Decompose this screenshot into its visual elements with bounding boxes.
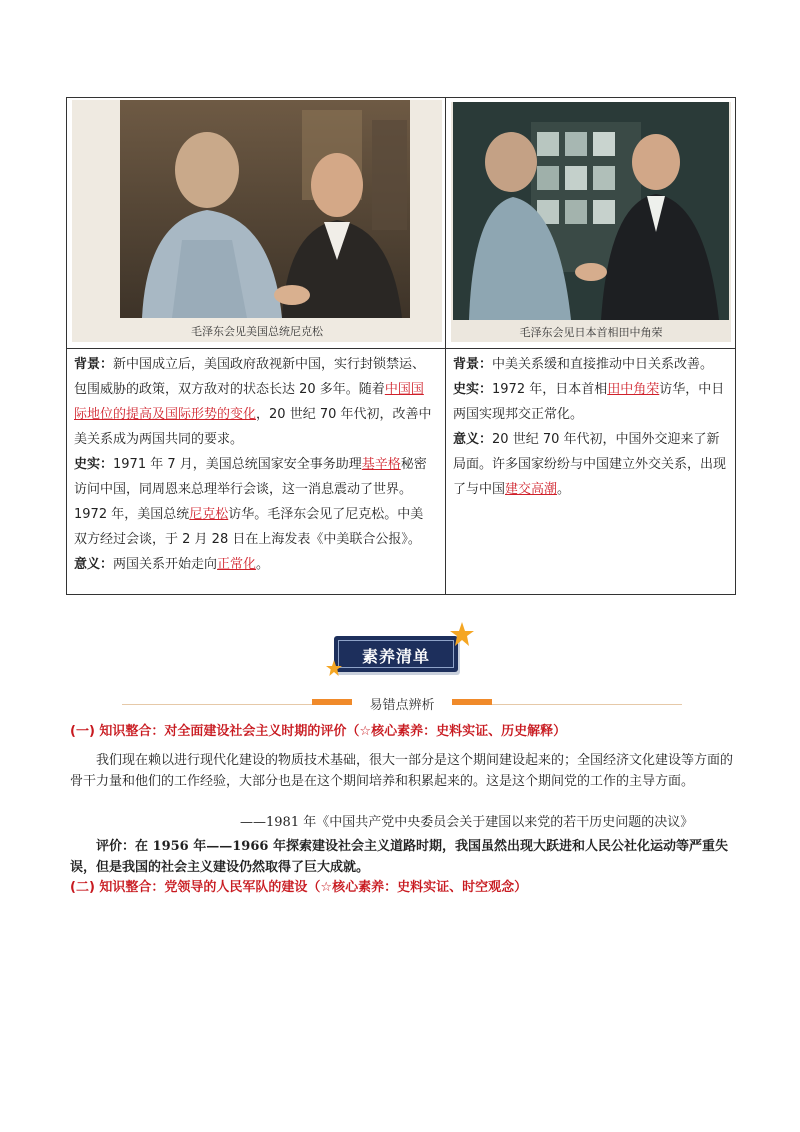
significance-label: 意义： <box>74 557 114 572</box>
background-text-1: 新中国成立后，美国政府敌视新中国，实行封锁禁运、包围威胁的政策，双方敌对的状态长达 20 多年。随着 <box>74 357 426 397</box>
significance-text-2: 。 <box>557 482 571 497</box>
fact-highlight-nixon: 尼克松 <box>189 507 229 522</box>
fact-label: 史实： <box>74 457 114 472</box>
fact-text-2: 访华，中日两国实现邦交正常化。 <box>453 382 725 422</box>
background-highlight: 中国国际地位的提高及国际形势的变化 <box>74 382 424 422</box>
fact-text-1: 1971 年 7 月，美国总统国家安全事务助理 <box>113 457 362 472</box>
significance-text-1: 20 世纪 70 年代初，中国外交迎来了新局面。许多国家纷纷与中国建立外交关系，出现了与中国 <box>453 432 727 497</box>
photo-mao-nixon <box>72 100 442 342</box>
badge-label: 素养清单 <box>361 647 430 666</box>
table-divider-vertical <box>445 98 446 594</box>
background-text-2: ，20 世纪 70 年代初，改善中美关系成为两国共同的要求。 <box>74 407 432 447</box>
photo-caption-left: 毛泽东会见美国总统尼克松 <box>191 325 323 338</box>
tanaka-visit-description <box>453 352 731 502</box>
fact-text-1: 1972 年，日本首相 <box>492 382 608 397</box>
literacy-list-badge <box>334 632 464 674</box>
significance-highlight: 正常化 <box>217 557 257 572</box>
significance-label: 意义： <box>453 432 493 447</box>
fact-highlight-tanaka: 田中角荣 <box>607 382 660 397</box>
significance-highlight: 建交高潮 <box>505 482 558 497</box>
photo-caption-right: 毛泽东会见日本首相田中角荣 <box>519 326 663 339</box>
photo-mao-tanaka-illustration <box>451 102 731 342</box>
item1-evaluation: 评价：在 1956 年——1966 年探索建设社会主义道路时期，我国虽然出现大跃进和人民公社化运动等严重失误，但是我国的社会主义建设仍然取得了巨大成就。 <box>70 839 728 875</box>
significance-text-2: 。 <box>256 557 270 572</box>
fact-label: 史实： <box>453 382 493 397</box>
item1-heading: (一) 知识整合：对全面建设社会主义时期的评价（☆核心素养：史料实证、历史解释） <box>70 724 567 739</box>
significance-text-1: 两国关系开始走向 <box>113 557 218 572</box>
item1-quote: 我们现在赖以进行现代化建设的物质技术基础，很大一部分是这个期间建设起来的；全国经济文化建设等方面的骨干力量和他们的工作经验，大部分也是在这个期间培养和积累起来的。这是这个期间党的工作的主导方面。 <box>70 753 734 789</box>
star-icon <box>450 622 474 646</box>
table-divider-horizontal <box>67 348 735 349</box>
background-label: 背景： <box>74 357 114 372</box>
background-label: 背景： <box>453 357 493 372</box>
item1-source: ——1981 年《中国共产党中央委员会关于建国以来党的若干历史问题的决议》 <box>240 815 694 830</box>
section-title: 易错点辨析 <box>352 694 452 713</box>
photo-mao-nixon-illustration <box>72 100 442 342</box>
item2-heading: (二) 知识整合：党领导的人民军队的建设（☆核心素养：史料实证、时空观念） <box>70 880 528 895</box>
badge-box <box>334 636 458 672</box>
fact-highlight-kissinger: 基辛格 <box>361 457 401 472</box>
comparison-table <box>66 97 736 595</box>
fact-text-2: 秘密访问中国，同周恩来总理举行会谈，这一消息震动了世界。1972 年，美国总统 <box>74 457 427 522</box>
background-text: 中美关系缓和直接推动中日关系改善。 <box>492 357 714 372</box>
section-divider <box>122 694 682 714</box>
star-icon-small <box>326 660 342 676</box>
nixon-visit-description <box>74 352 436 577</box>
photo-mao-tanaka <box>451 102 731 342</box>
fact-text-3: 访华。毛泽东会见了尼克松。中美双方经过会谈，于 2 月 28 日在上海发表《中美联合公报》。 <box>74 507 424 547</box>
